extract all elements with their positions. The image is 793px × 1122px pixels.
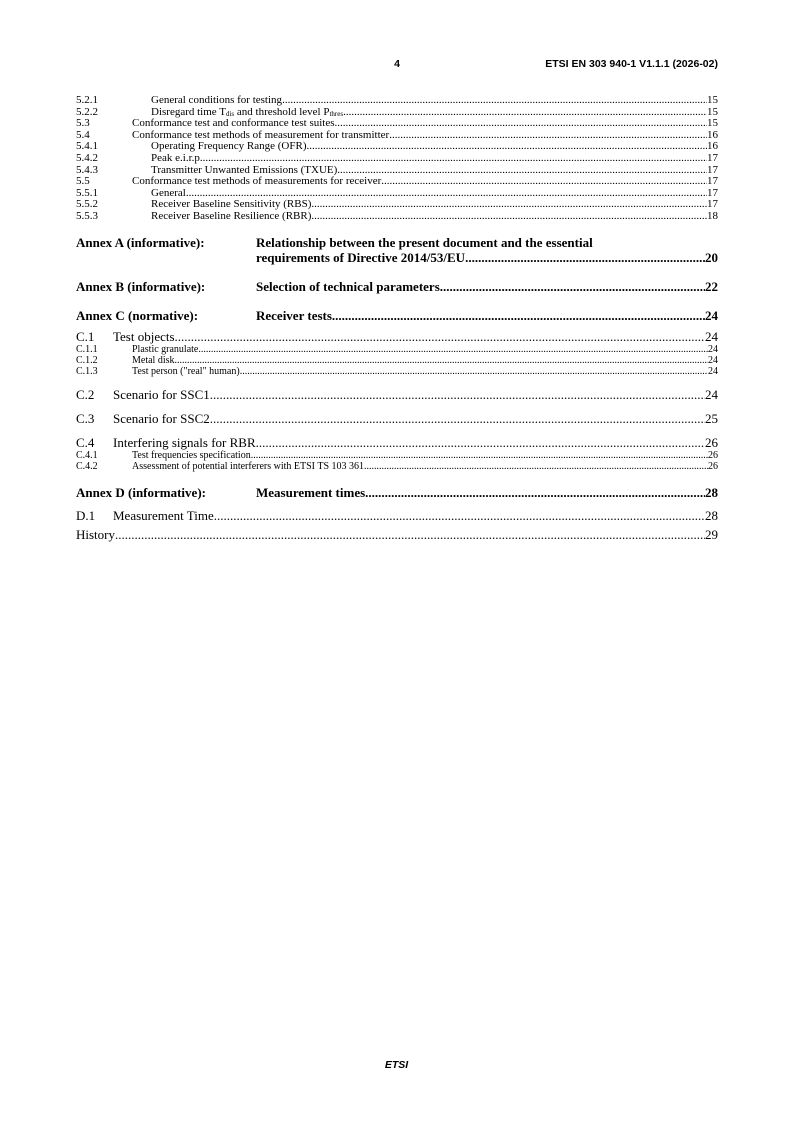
toc-page: 16 bbox=[707, 141, 718, 153]
toc-title-line2-row bbox=[256, 250, 718, 265]
toc-entry-5-2-2[interactable] bbox=[76, 107, 718, 119]
toc-leader bbox=[337, 165, 707, 177]
toc-title-part: and threshold level P bbox=[234, 106, 330, 118]
toc-annex-body bbox=[256, 235, 718, 265]
toc-title: Test objects bbox=[113, 328, 175, 344]
toc-entry-5-5-1[interactable] bbox=[76, 188, 718, 200]
toc-leader bbox=[381, 176, 707, 188]
toc-entry-5-4-3[interactable] bbox=[76, 165, 718, 177]
toc-entry-annex-a[interactable] bbox=[76, 235, 718, 265]
toc-entry-5-5-2[interactable] bbox=[76, 199, 718, 211]
toc-subscript: dis bbox=[225, 109, 235, 118]
toc-title: Interfering signals for RBR bbox=[113, 434, 256, 450]
toc-page: 17 bbox=[707, 199, 718, 211]
toc-page: 26 bbox=[705, 434, 718, 450]
toc-title: Scenario for SSC2 bbox=[113, 410, 210, 426]
toc-page: 24 bbox=[708, 366, 718, 378]
toc-title: Metal disk bbox=[132, 354, 175, 366]
toc-number: 5.2.1 bbox=[76, 95, 98, 106]
toc-page: 28 bbox=[705, 507, 718, 523]
toc-title: Operating Frequency Range (OFR) bbox=[151, 141, 307, 153]
toc-number: C.4.2 bbox=[76, 461, 98, 473]
toc-leader bbox=[311, 211, 707, 223]
toc-leader bbox=[186, 188, 707, 200]
toc-subscript: thres bbox=[329, 109, 344, 118]
toc-entry-c-4-2[interactable] bbox=[76, 461, 718, 472]
toc-title: Test frequencies specification bbox=[132, 449, 251, 461]
toc-title: Conformance test methods of measurements for receiver bbox=[132, 176, 382, 188]
toc-leader bbox=[335, 118, 707, 130]
toc-number: 5.4.3 bbox=[76, 164, 98, 176]
toc-entry-5-5-3[interactable] bbox=[76, 211, 718, 223]
toc-page: 29 bbox=[705, 526, 718, 542]
toc-leader bbox=[240, 366, 708, 377]
toc-entry-5-4[interactable] bbox=[76, 130, 718, 142]
toc-entry-d-1[interactable] bbox=[76, 508, 718, 523]
toc-number: C.3 bbox=[76, 410, 95, 426]
toc-title bbox=[151, 107, 343, 119]
toc-number: 5.4.2 bbox=[76, 152, 98, 164]
toc-number: C.1.2 bbox=[76, 354, 98, 366]
toc-title: Receiver tests bbox=[256, 307, 332, 323]
toc-title: Peak e.i.r.p. bbox=[151, 152, 203, 164]
toc-leader bbox=[210, 411, 705, 426]
toc-page: 24 bbox=[708, 343, 718, 355]
toc-number: C.1.1 bbox=[76, 343, 98, 355]
toc-number: Annex D (informative): bbox=[76, 484, 206, 500]
toc-leader bbox=[389, 130, 707, 142]
toc-title-line2: requirements of Directive 2014/53/EU bbox=[256, 249, 466, 265]
toc-title: Conformance test methods of measurement for transmitter bbox=[132, 129, 390, 141]
toc-page: 26 bbox=[708, 461, 718, 473]
toc-entry-5-3[interactable] bbox=[76, 118, 718, 130]
toc-entry-5-4-1[interactable] bbox=[76, 141, 718, 153]
toc-number: 5.5 bbox=[76, 176, 90, 188]
footer-etsi-logo-text: ETSI bbox=[384, 1059, 409, 1071]
toc-page: 17 bbox=[707, 152, 718, 164]
toc-number: Annex B (informative): bbox=[76, 278, 206, 294]
toc-title: General conditions for testing bbox=[151, 95, 283, 106]
toc-title: Plastic granulate bbox=[132, 343, 199, 355]
toc-entry-5-4-2[interactable] bbox=[76, 153, 718, 165]
toc-title: Test person ("real" human) bbox=[132, 366, 240, 378]
toc-leader bbox=[307, 141, 708, 153]
toc-leader bbox=[332, 308, 705, 323]
toc-page: 24 bbox=[708, 354, 718, 366]
toc-number: 5.4 bbox=[76, 129, 90, 141]
toc-page: 28 bbox=[705, 484, 718, 500]
toc-leader bbox=[311, 199, 707, 211]
toc-page: 26 bbox=[708, 449, 718, 461]
toc-title-part: Disregard time T bbox=[151, 106, 226, 118]
toc-title-line1: Relationship between the present document and the essential bbox=[256, 234, 593, 250]
toc-entry-annex-b[interactable] bbox=[76, 279, 718, 294]
toc-leader bbox=[365, 485, 705, 500]
toc-page: 17 bbox=[707, 176, 718, 188]
toc-leader bbox=[282, 95, 707, 107]
toc-entry-c-4-1[interactable] bbox=[76, 450, 718, 461]
toc-leader bbox=[175, 329, 705, 344]
toc-page: 24 bbox=[705, 307, 718, 323]
toc-number: 5.5.1 bbox=[76, 187, 98, 199]
toc-title: Conformance test and conformance test suites bbox=[132, 118, 335, 130]
toc-entry-c-1-1[interactable] bbox=[76, 344, 718, 355]
toc-number: C.2 bbox=[76, 386, 95, 402]
toc-entry-annex-d[interactable] bbox=[76, 485, 718, 500]
toc-entry-5-2-1[interactable] bbox=[76, 95, 718, 107]
toc-leader bbox=[465, 250, 705, 265]
toc-title: Assessment of potential interferers with ETSI TS 103 361 bbox=[132, 461, 365, 473]
toc-page: 15 bbox=[707, 118, 718, 130]
toc-title: Measurement Time bbox=[113, 507, 214, 523]
toc-leader bbox=[198, 344, 708, 355]
toc-number: 5.4.1 bbox=[76, 141, 98, 153]
toc-title: History bbox=[76, 526, 115, 542]
toc-page: 20 bbox=[705, 249, 718, 265]
toc-entry-c-1-3[interactable] bbox=[76, 366, 718, 377]
toc-entry-5-5[interactable] bbox=[76, 176, 718, 188]
toc-page: 22 bbox=[705, 278, 718, 294]
toc-number: 5.5.3 bbox=[76, 210, 98, 222]
toc-entry-c-1-2[interactable] bbox=[76, 355, 718, 366]
toc-entry-c-3[interactable] bbox=[76, 411, 718, 426]
toc-page: 17 bbox=[707, 164, 718, 176]
toc-title: Receiver Baseline Sensitivity (RBS) bbox=[151, 199, 312, 211]
toc-entry-annex-c[interactable] bbox=[76, 308, 718, 323]
toc-entry-history[interactable] bbox=[76, 527, 718, 542]
toc-page: 15 bbox=[707, 95, 718, 106]
toc-leader bbox=[364, 461, 708, 472]
toc-number: Annex C (normative): bbox=[76, 307, 199, 323]
toc-page: 18 bbox=[707, 210, 718, 222]
toc-leader bbox=[175, 355, 709, 366]
table-of-contents bbox=[76, 95, 718, 542]
toc-entry-c-4[interactable] bbox=[76, 435, 718, 450]
toc-number: C.1 bbox=[76, 328, 95, 344]
toc-title: Measurement times bbox=[256, 484, 366, 500]
toc-leader bbox=[256, 435, 705, 450]
toc-number: D.1 bbox=[76, 507, 96, 523]
toc-leader bbox=[203, 153, 707, 165]
toc-number: Annex A (informative): bbox=[76, 234, 205, 250]
toc-title: Scenario for SSC1 bbox=[113, 386, 210, 402]
toc-leader bbox=[115, 527, 705, 542]
document-title: ETSI EN 303 940-1 V1.1.1 (2026-02) bbox=[545, 58, 718, 70]
toc-entry-c-1[interactable] bbox=[76, 329, 718, 344]
toc-leader bbox=[343, 107, 707, 119]
toc-page: 15 bbox=[707, 106, 718, 118]
toc-page: 17 bbox=[707, 187, 718, 199]
toc-number: 5.3 bbox=[76, 118, 90, 130]
toc-number: C.4 bbox=[76, 434, 95, 450]
toc-page: 24 bbox=[705, 328, 718, 344]
toc-title: Transmitter Unwanted Emissions (TXUE) bbox=[151, 164, 338, 176]
toc-leader bbox=[214, 508, 705, 523]
toc-title: Receiver Baseline Resilience (RBR) bbox=[151, 210, 312, 222]
toc-page: 16 bbox=[707, 129, 718, 141]
toc-leader bbox=[440, 279, 705, 294]
page-number: 4 bbox=[394, 58, 400, 70]
toc-number: 5.5.2 bbox=[76, 199, 98, 211]
toc-page: 24 bbox=[705, 386, 718, 402]
toc-entry-c-2[interactable] bbox=[76, 387, 718, 402]
toc-leader bbox=[210, 387, 705, 402]
toc-number: 5.2.2 bbox=[76, 106, 98, 118]
toc-number: C.4.1 bbox=[76, 449, 98, 461]
toc-title: General bbox=[151, 187, 186, 199]
toc-number: C.1.3 bbox=[76, 366, 98, 378]
toc-leader bbox=[251, 450, 708, 461]
toc-page: 25 bbox=[705, 410, 718, 426]
toc-title: Selection of technical parameters bbox=[256, 278, 440, 294]
